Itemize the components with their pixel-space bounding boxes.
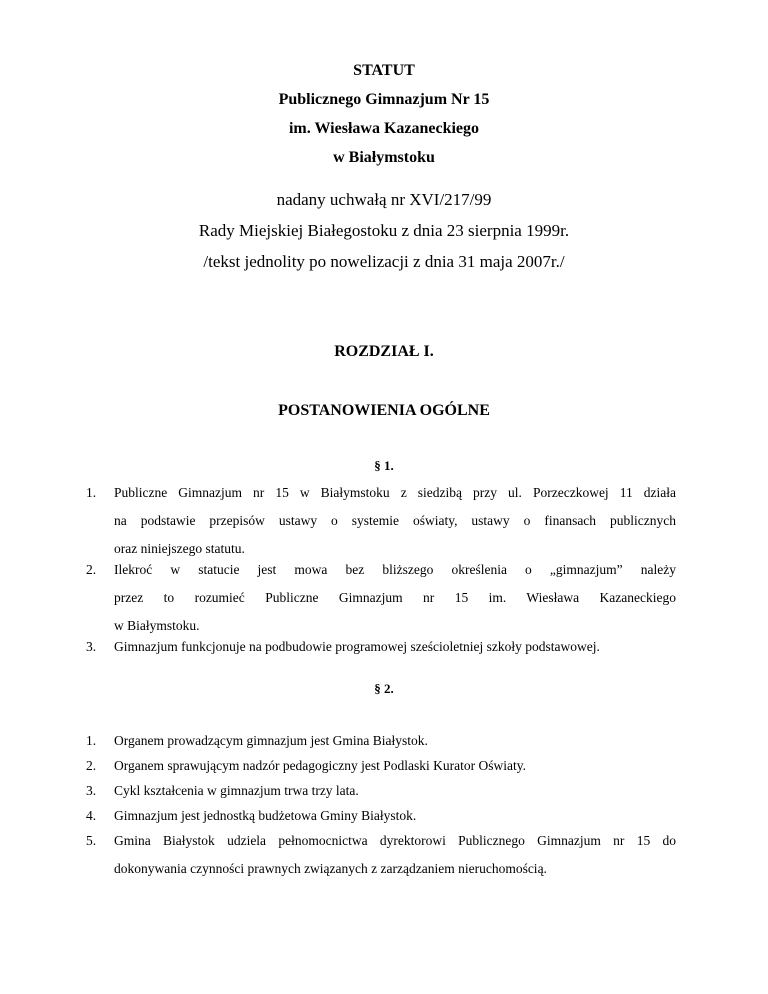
list-item [86,633,676,661]
resolution-line: nadany uchwałą nr XVI/217/99 [276,190,492,209]
list-item-number: 4. [86,808,97,823]
list-item-number: 2. [86,562,97,577]
chapter-title: POSTANOWIENIA OGÓLNE [278,402,490,419]
list-item-number: 1. [86,485,97,500]
list-item-text-line: Organem prowadzącym gimnazjum jest Gmina Białystok. [114,733,428,748]
council-line: Rady Miejskiej Białegostoku z dnia 23 sierpnia 1999r. [198,221,570,240]
list-item-number: 3. [86,783,97,798]
section-heading-2: § 2. [374,681,394,696]
list-item-text-line: na podstawie przepisów ustawy o systemie oświaty, ustawy o finansach publicznych [114,513,676,528]
school-name: Publicznego Gimnazjum Nr 15 [278,91,490,108]
list-item-text-line: Cykl kształcenia w gimnazjum trwa trzy lata. [114,783,359,798]
list-item-text-line: oraz niniejszego statutu. [114,541,245,556]
list-item-text-line: w Białymstoku. [114,618,200,633]
list-item [86,752,676,780]
list-item-text-line: Gimnazjum jest jednostką budżetowa Gminy Białystok. [114,808,417,823]
list-item-text-line: Gmina Białystok udziela pełnomocnictwa dyrektorowi Publicznego Gimnazjum nr 15 do [114,833,676,848]
list-item-number: 1. [86,733,97,748]
list-item-number: 2. [86,758,97,773]
school-city: w Białymstoku [333,149,435,166]
list-item-text-line: Publiczne Gimnazjum nr 15 w Białymstoku z siedzibą przy ul. Porzeczkowej 11 działa [114,485,676,500]
list-item-text-line: dokonywania czynności prawnych związanych z zarządzaniem nieruchomością. [114,861,547,876]
list-item-text-line: Ilekroć w statucie jest mowa bez bliższego określenia o „gimnazjum” należy [114,562,676,577]
list-item-number: 5. [86,833,97,848]
section-heading-1: § 1. [374,458,394,473]
list-item-text-line: Gimnazjum funkcjonuje na podbudowie programowej sześcioletniej szkoły podstawowej. [114,639,600,654]
list-item [86,777,676,805]
list-item [86,479,676,563]
document-title: STATUT [353,62,415,79]
list-item-text-line: Organem sprawującym nadzór pedagogiczny jest Podlaski Kurator Oświaty. [114,758,527,773]
list-item [86,727,676,755]
list-item-number: 3. [86,639,97,654]
chapter-number: ROZDZIAŁ I. [334,343,434,360]
school-patron: im. Wiesława Kazaneckiego [288,120,480,137]
consolidated-text-line: /tekst jednolity po nowelizacji z dnia 31 maja 2007r./ [203,252,565,271]
list-item-text-line: przez to rozumieć Publiczne Gimnazjum nr 15 im. Wiesława Kazaneckiego [114,590,676,605]
list-item [86,827,676,883]
list-item [86,556,676,640]
list-item [86,802,676,830]
